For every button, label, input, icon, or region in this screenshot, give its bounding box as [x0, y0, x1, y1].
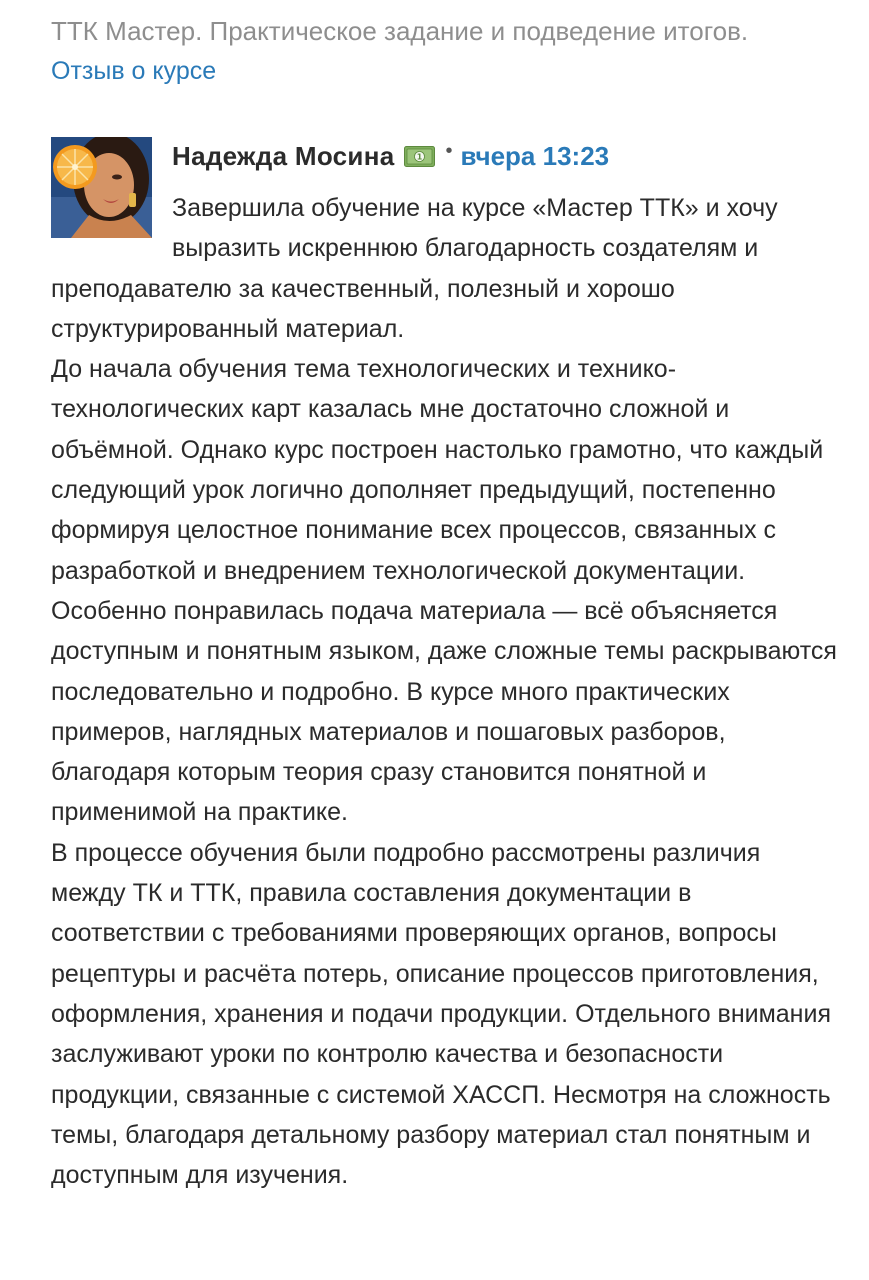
comment-lead-line-2: выразить искреннюю благодарность создателям и	[172, 234, 759, 263]
comment-paragraph: До начала обучения тема технологических и технико-технологических карт казалась мне достаточно сложной и объёмной. Однако курс построен настолько грамотно, что каждый следующий урок логично дополняет предыдущий, постепенно формируя целостное понимание всех процессов, связанных с разработкой и внедрением технологической документации.	[51, 355, 824, 585]
comment-time-link[interactable]: вчера 13:23	[460, 140, 610, 171]
comment-paragraph: В процессе обучения были подробно рассмотрены различия между ТК и ТТК, правила составления документации в соответствии с требованиями проверяющих органов, вопросы рецептуры и расчёта потерь, описание процессов приготовления, оформления, хранения и подачи продукции. Отдельного внимания заслуживают уроки по контролю качества и безопасности продукции, связанные с системой ХАССП. Несмотря на сложность темы, благодаря детальному разбору материал стал понятным и доступным для изучения.	[51, 838, 831, 1190]
comment-paragraph: Особенно понравилась подача материала — всё объясняется доступным и понятным языком, даже сложные темы раскрываются последовательно и подробно. В курсе много практических примеров, наглядных материалов и пошаговых разборов, благодаря которым теория сразу становится понятной и применимой на практике.	[51, 596, 837, 827]
course-review-link[interactable]: Отзыв о курсе	[51, 57, 217, 85]
comment-body	[51, 188, 841, 1195]
money-badge-icon	[404, 146, 435, 167]
comment-header	[172, 136, 609, 176]
comment-paragraph: преподавателю за качественный, полезный и хорошо структурированный материал.	[51, 274, 675, 343]
header-separator: •	[445, 139, 453, 162]
comment-lead-line-1: Завершила обучение на курсе «Мастер ТТК» и хочу	[172, 194, 778, 222]
svg-text:1: 1	[417, 152, 423, 161]
previous-lesson-title: ТТК Мастер. Практическое задание и подведение итогов.	[51, 16, 749, 46]
author-name[interactable]: Надежда Мосина	[172, 140, 395, 171]
